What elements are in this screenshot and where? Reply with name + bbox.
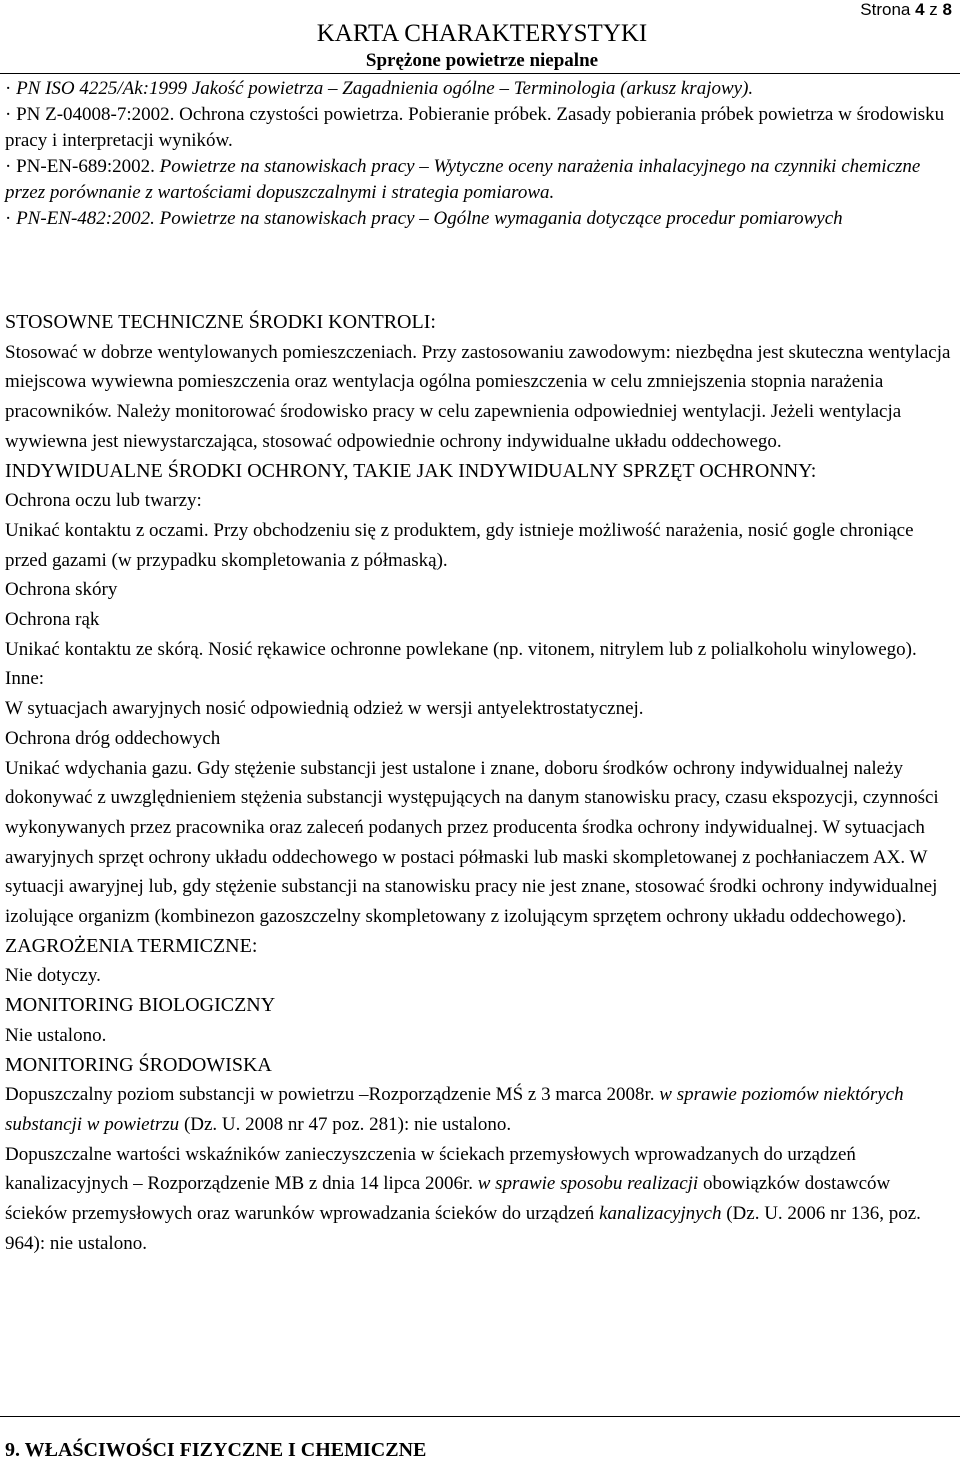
- page-number: [860, 0, 952, 20]
- thermal-hazards-body: Nie dotyczy.: [5, 965, 101, 987]
- eye-protection-heading: Ochrona oczu lub twarzy:: [5, 490, 202, 512]
- ppe-heading: INDYWIDUALNE ŚRODKI OCHRONY, TAKIE JAK INDYWIDUALNY SPRZĘT OCHRONNY:: [5, 459, 817, 482]
- respiratory-protection-body: Unikać wdychania gazu. Gdy stężenie substancji jest ustalone i znane, doboru środków ochrony indywidualnej należy dokonywać z uwzględnieniem stężenia substancji występujących na danym stanowisku pracy, czasu ekspozycji, czynności wykonywanych przez pracownika oraz zaleceń podanych przez producenta środka ochrony indywidualnej. W sytuacjach awaryjnych sprzęt ochrony układu oddechowego w postaci półmaski lub maski skompletowanej z pochłaniaczem AX. W sytuacji awaryjnej lub, gdy stężenie substancji na stanowisku pracy nie jest znane, stosować środki ochrony indywidualnej izolujące organizm (kombinezon gazoszczelny skompletowany z izolującym sprzętem ochrony układu oddechowego).: [5, 757, 939, 928]
- regulation-title: w sprawie sposobu realizacji: [477, 1173, 699, 1195]
- standard-code: PN Z-04008-7:2002.: [16, 103, 175, 125]
- section-divider: [0, 1416, 960, 1417]
- skin-protection-heading: Ochrona skóry: [5, 579, 118, 601]
- thermal-hazards-heading: ZAGROŻENIA TERMICZNE:: [5, 934, 258, 957]
- text-run: obowiązków dostawców ścieków przemysłowych oraz warunków wprowadzania ścieków do urządzeń: [5, 1173, 891, 1225]
- env-monitoring-air-limit: [5, 1080, 955, 1139]
- standard-text: Powietrze na stanowiskach pracy – Ogólne wymagania dotyczące procedur pomiarowych: [154, 207, 843, 229]
- standard-text: Jakość powietrza – Zagadnienia ogólne – Terminologia (arkusz krajowy).: [187, 78, 754, 99]
- standard-code: PN-EN-689:2002.: [16, 155, 155, 177]
- bullet: ·: [5, 155, 17, 177]
- hand-protection-body: Unikać kontaktu ze skórą. Nosić rękawice ochronne powlekane (np. vitonem, nitrylem lub z polialkoholu winylowego).: [5, 638, 917, 660]
- standards-list: [5, 76, 955, 231]
- standard-text: Powietrze na stanowiskach pracy – Wytyczne oceny narażenia inhalacyjnego na czynniki chemiczne przez porównanie z wartościami dopuszczalnymi i strategia pomiarowa.: [5, 155, 921, 203]
- standard-code: PN ISO 4225/Ak:1999: [16, 78, 188, 99]
- controls-body: Stosować w dobrze wentylowanych pomieszczeniach. Przy zastosowaniu zawodowym: niezbędna jest skuteczna wentylacja miejscowa wywiewna pomieszczenia oraz wentylacja ogólna pomieszczenia w celu zmniejszenia stopnia narażenia pracowników. Należy monitorować środowisko pracy w celu zapewnienia odpowiedniej wentylacji. Jeżeli wentylacja wywiewna jest niewystarczająca, stosować odpowiednie ochrony indywidualne układu oddechowego.: [5, 341, 951, 452]
- env-monitoring-heading: MONITORING ŚRODOWISKA: [5, 1053, 272, 1076]
- page-prefix: Strona: [860, 0, 916, 19]
- page-separator: z: [924, 0, 943, 19]
- text-run: (Dz. U. 2006 nr 136, poz. 964): nie ustalono.: [5, 1203, 921, 1254]
- bullet: ·: [5, 103, 17, 125]
- eye-protection-body: Unikać kontaktu z oczami. Przy obchodzeniu się z produktem, gdy istnieje możliwość narażenia, nosić gogle chroniące przed gazami (w przypadku skompletowania z półmaską).: [5, 519, 914, 571]
- text-run: Dopuszczalne wartości wskaźników zanieczyszczenia w ściekach przemysłowych wprowadzanych do urządzeń kanalizacyjnych – Rozporządzenie MB z dnia 14 lipca 2006r.: [5, 1143, 856, 1195]
- env-monitoring-wastewater-limit: [5, 1140, 955, 1259]
- regulation-title: kanalizacyjnych: [599, 1203, 722, 1225]
- other-protection-body: W sytuacjach awaryjnych nosić odpowiednią odzież w wersji antyelektrostatycznej.: [5, 698, 644, 720]
- section-9-heading: 9. WŁAŚCIWOŚCI FIZYCZNE I CHEMICZNE: [5, 1439, 427, 1461]
- other-protection-heading: Inne:: [5, 668, 45, 690]
- standard-code: PN-EN-482:2002.: [16, 207, 155, 229]
- bio-monitoring-heading: MONITORING BIOLOGICZNY: [5, 994, 276, 1017]
- respiratory-protection-heading: Ochrona dróg oddechowych: [5, 727, 221, 749]
- standard-text: Ochrona czystości powietrza. Pobieranie próbek. Zasady pobierania próbek powietrza w środowisku pracy i interpretacji wyników.: [5, 103, 945, 151]
- bio-monitoring-body: Nie ustalono.: [5, 1024, 107, 1046]
- document-title: KARTA CHARAKTERYSTYKI: [316, 20, 648, 47]
- header-divider: [0, 73, 960, 74]
- text-run: (Dz. U. 2008 nr 47 poz. 281): nie ustalono.: [179, 1113, 512, 1135]
- text-run: Dopuszczalny poziom substancji w powietrzu –Rozporządzenie MŚ z 3 marca 2008r.: [5, 1084, 660, 1106]
- main-content: [5, 308, 955, 1259]
- standard-item: [5, 76, 955, 102]
- standard-item: [5, 206, 955, 232]
- standard-item: [5, 102, 955, 154]
- standard-item: [5, 154, 955, 206]
- bullet: ·: [5, 78, 17, 99]
- controls-heading: STOSOWNE TECHNICZNE ŚRODKI KONTROLI:: [5, 311, 436, 333]
- page-total: 8: [942, 0, 952, 19]
- page-current: 4: [915, 0, 925, 19]
- hand-protection-heading: Ochrona rąk: [5, 609, 100, 631]
- document-subtitle: Sprężone powietrze niepalne: [365, 50, 599, 71]
- regulation-title: w sprawie poziomów niektórych substancji w powietrzu: [5, 1084, 904, 1135]
- bullet: ·: [5, 207, 17, 229]
